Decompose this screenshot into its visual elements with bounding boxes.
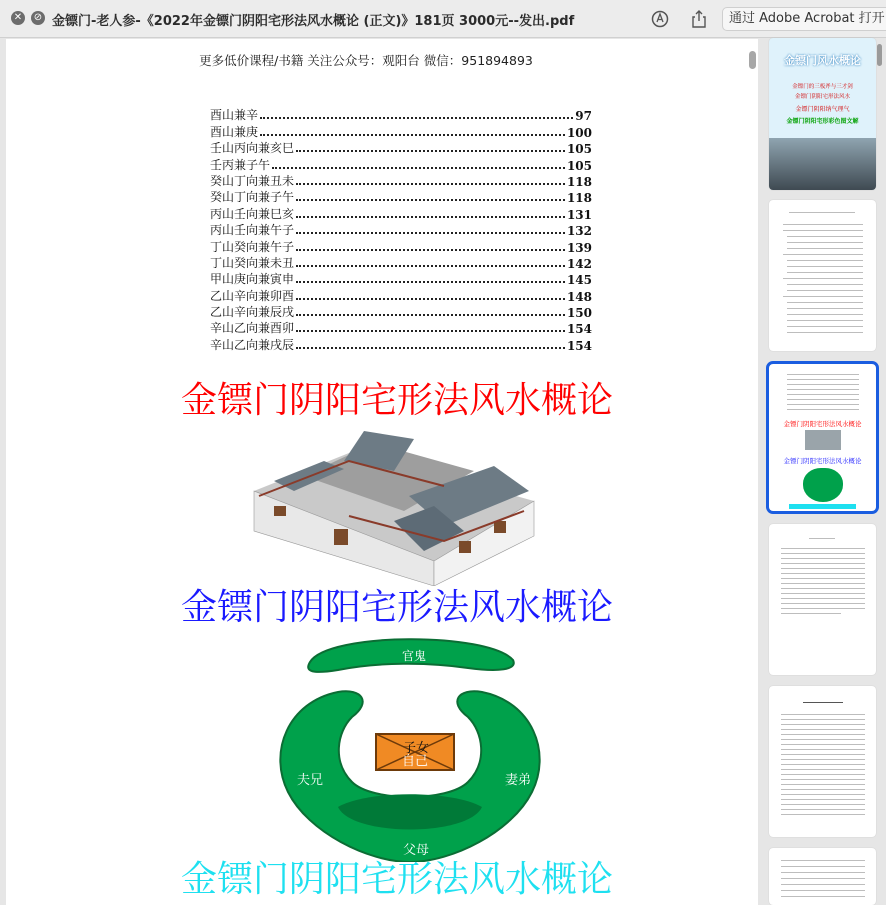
thumbnail-scrollbar[interactable] bbox=[877, 44, 882, 66]
label-guangui: 官鬼 bbox=[401, 649, 427, 663]
title-bar bbox=[0, 0, 886, 38]
label-ziji: 自己 bbox=[401, 754, 429, 769]
toc-row[interactable]: 酉山兼庚 100 bbox=[210, 124, 592, 140]
toc-row[interactable]: 辛山乙向兼酉卯 154 bbox=[210, 321, 592, 337]
thumb-cover-line2: 金镖门阴阳宅形法风水 bbox=[794, 94, 850, 100]
thumbnail-page-3[interactable] bbox=[769, 364, 876, 511]
thumb-p3-title-red: 金镖门阴阳宅形法风水概论 bbox=[783, 420, 862, 428]
table-of-contents bbox=[210, 107, 592, 353]
thumbnail-page-1[interactable] bbox=[769, 38, 876, 190]
toc-row[interactable]: 癸山丁向兼丑未 118 bbox=[210, 173, 592, 189]
thumbnail-page-2[interactable] bbox=[769, 200, 876, 351]
thumb-cover-title: 金镖门风水概论 bbox=[784, 54, 861, 67]
thumb-p3-title-blue: 金镖门阴阳宅形法风水概论 bbox=[783, 457, 862, 465]
thumb-cover-photo bbox=[769, 138, 876, 190]
thumb-p3-house bbox=[805, 430, 841, 450]
open-in-acrobat-button[interactable]: 通过 Adobe Acrobat 打开 bbox=[722, 7, 886, 31]
label-qidi: 妻弟 bbox=[504, 773, 532, 788]
title-cyan: 金镖门阴阳宅形法风水概论 bbox=[180, 859, 613, 900]
house-illustration bbox=[244, 421, 544, 586]
toc-row[interactable]: 辛山乙向兼戌辰 154 bbox=[210, 337, 592, 353]
label-fuxiong: 夫兄 bbox=[296, 773, 324, 788]
toc-row[interactable]: 乙山辛向兼卯酉 148 bbox=[210, 288, 592, 304]
title-red: 金镖门阴阳宅形法风水概论 bbox=[180, 380, 613, 421]
thumbnail-page-4[interactable] bbox=[769, 524, 876, 675]
markup-icon[interactable] bbox=[649, 8, 671, 30]
toc-row[interactable]: 酉山兼辛 97 bbox=[210, 108, 592, 124]
toc-row[interactable]: 丙山壬向兼午子 132 bbox=[210, 223, 592, 239]
toc-row[interactable]: 壬丙兼子午 105 bbox=[210, 157, 592, 173]
thumbnail-page-5[interactable] bbox=[769, 686, 876, 837]
thumb-cover-line1: 金镖门的三板斧与三才剑 bbox=[792, 84, 853, 90]
share-icon[interactable] bbox=[688, 8, 710, 30]
toc-row[interactable]: 丁山癸向兼未丑 142 bbox=[210, 255, 592, 271]
toc-row[interactable]: 丁山癸向兼午子 139 bbox=[210, 239, 592, 255]
thumb-p3-cyan-title bbox=[789, 504, 856, 509]
thumbnail-page-6[interactable] bbox=[769, 848, 876, 905]
label-zinv: 子女 bbox=[402, 741, 430, 756]
toc-row[interactable]: 乙山辛向兼辰戌 150 bbox=[210, 305, 592, 321]
title-blue: 金镖门阴阳宅形法风水概论 bbox=[180, 587, 613, 628]
thumb-cover-line3: 金镖门阴阳纳气理气 bbox=[795, 106, 850, 113]
close-icon[interactable]: ✕ bbox=[11, 11, 25, 25]
page-scrollbar[interactable] bbox=[749, 51, 756, 69]
page-header: 更多低价课程/书籍 关注公众号：观阳台 微信：951894893 bbox=[199, 53, 533, 68]
fengshui-diagram bbox=[268, 632, 552, 862]
document-page[interactable] bbox=[6, 39, 758, 905]
toc-row[interactable]: 丙山壬向兼巳亥 131 bbox=[210, 206, 592, 222]
toc-row[interactable]: 壬山丙向兼亥巳 105 bbox=[210, 141, 592, 157]
hide-icon[interactable]: ⊘ bbox=[31, 11, 45, 25]
thumb-p3-diagram bbox=[803, 468, 843, 502]
label-fumu: 父母 bbox=[402, 843, 430, 858]
toc-row[interactable]: 癸山丁向兼子午 118 bbox=[210, 190, 592, 206]
toc-row[interactable]: 甲山庚向兼寅申 145 bbox=[210, 272, 592, 288]
window-title: 金镖门-老人参-《2022年金镖门阴阳宅形法风水概论 (正文)》181页 3000元--发出.pdf bbox=[52, 14, 575, 29]
thumb-cover-line4: 金镖门阴阳宅形彩色图文解 bbox=[786, 118, 859, 125]
